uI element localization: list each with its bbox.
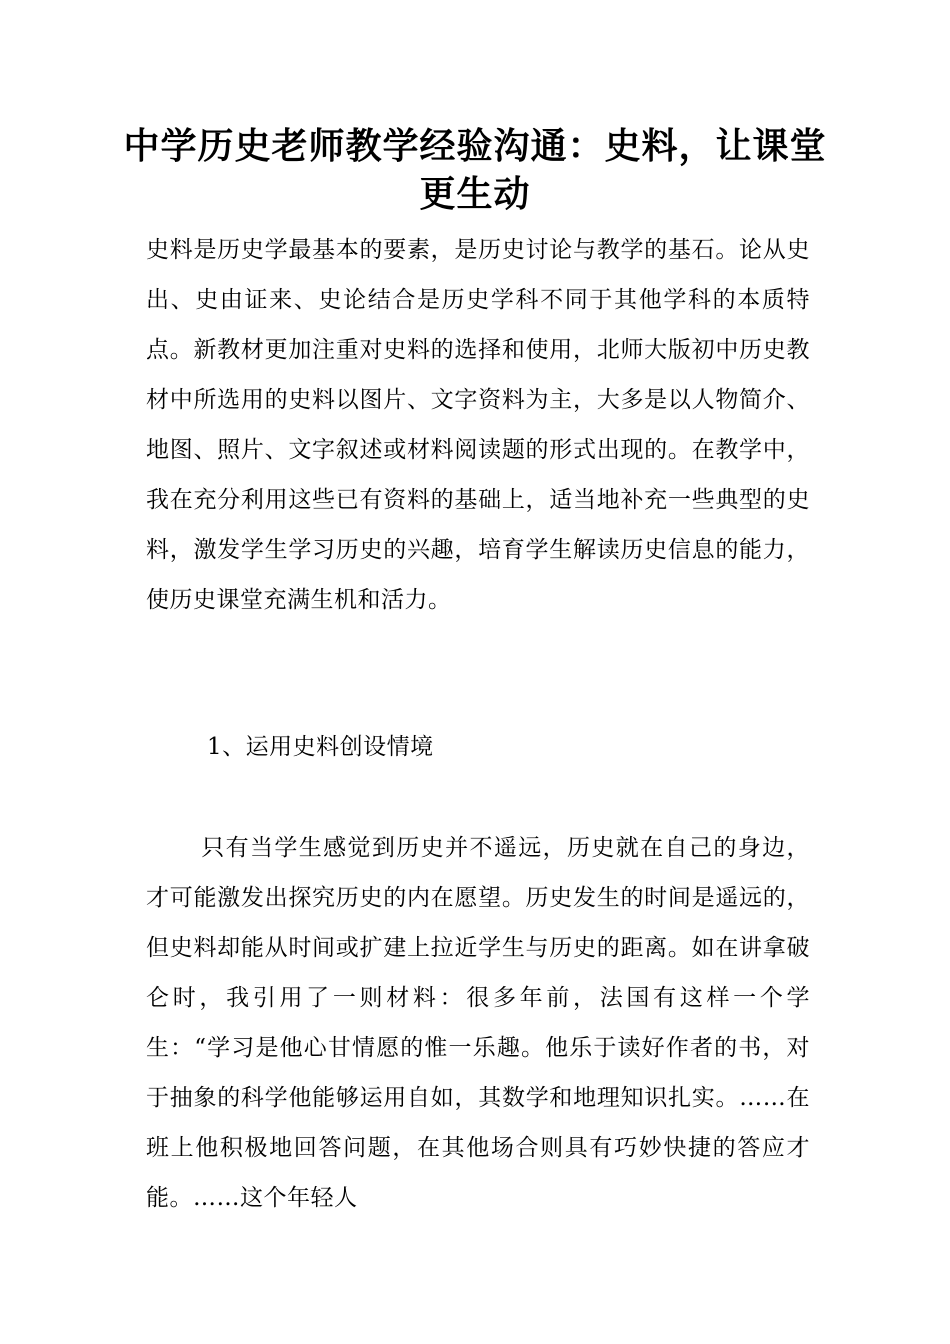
section-paragraph: 只有当学生感觉到历史并不遥远，历史就在自己的身边，才可能激发出探究历史的内在愿望。历史发生的时间是遥远的，但史料却能从时间或扩建上拉近学生与历史的距离。如在讲拿破仑时，我引用了一则材料：很多年前，法国有这样一个学生：“学习是他心甘情愿的惟一乐趣。他乐于读好作者的书，对于抽象的科学他能够运用自如，其数学和地理知识扎实。……在班上他积极地回答问题，在其他场合则具有巧妙快捷的答应才能。……这个年轻人: [146, 835, 810, 1211]
section-heading: 1、运用史料创设情境: [207, 734, 434, 760]
intro-paragraph: 史料是历史学最基本的要素，是历史讨论与教学的基石。论从史出、史由证来、史论结合是历史学科不同于其他学科的本质特点。新教材更加注重对史料的选择和使用，北师大版初中历史教材中所选用的史料以图片、文字资料为主，大多是以人物简介、地图、照片、文字叙述或材料阅读题的形式出现的。在教学中，我在充分利用这些已有资料的基础上，适当地补充一些典型的史料，激发学生学习历史的兴趣，培育学生解读历史信息的能力，使历史课堂充满生机和活力。: [146, 237, 810, 613]
document-title: 中学历史老师教学经验沟通：史料，让课堂更生动: [123, 126, 827, 215]
